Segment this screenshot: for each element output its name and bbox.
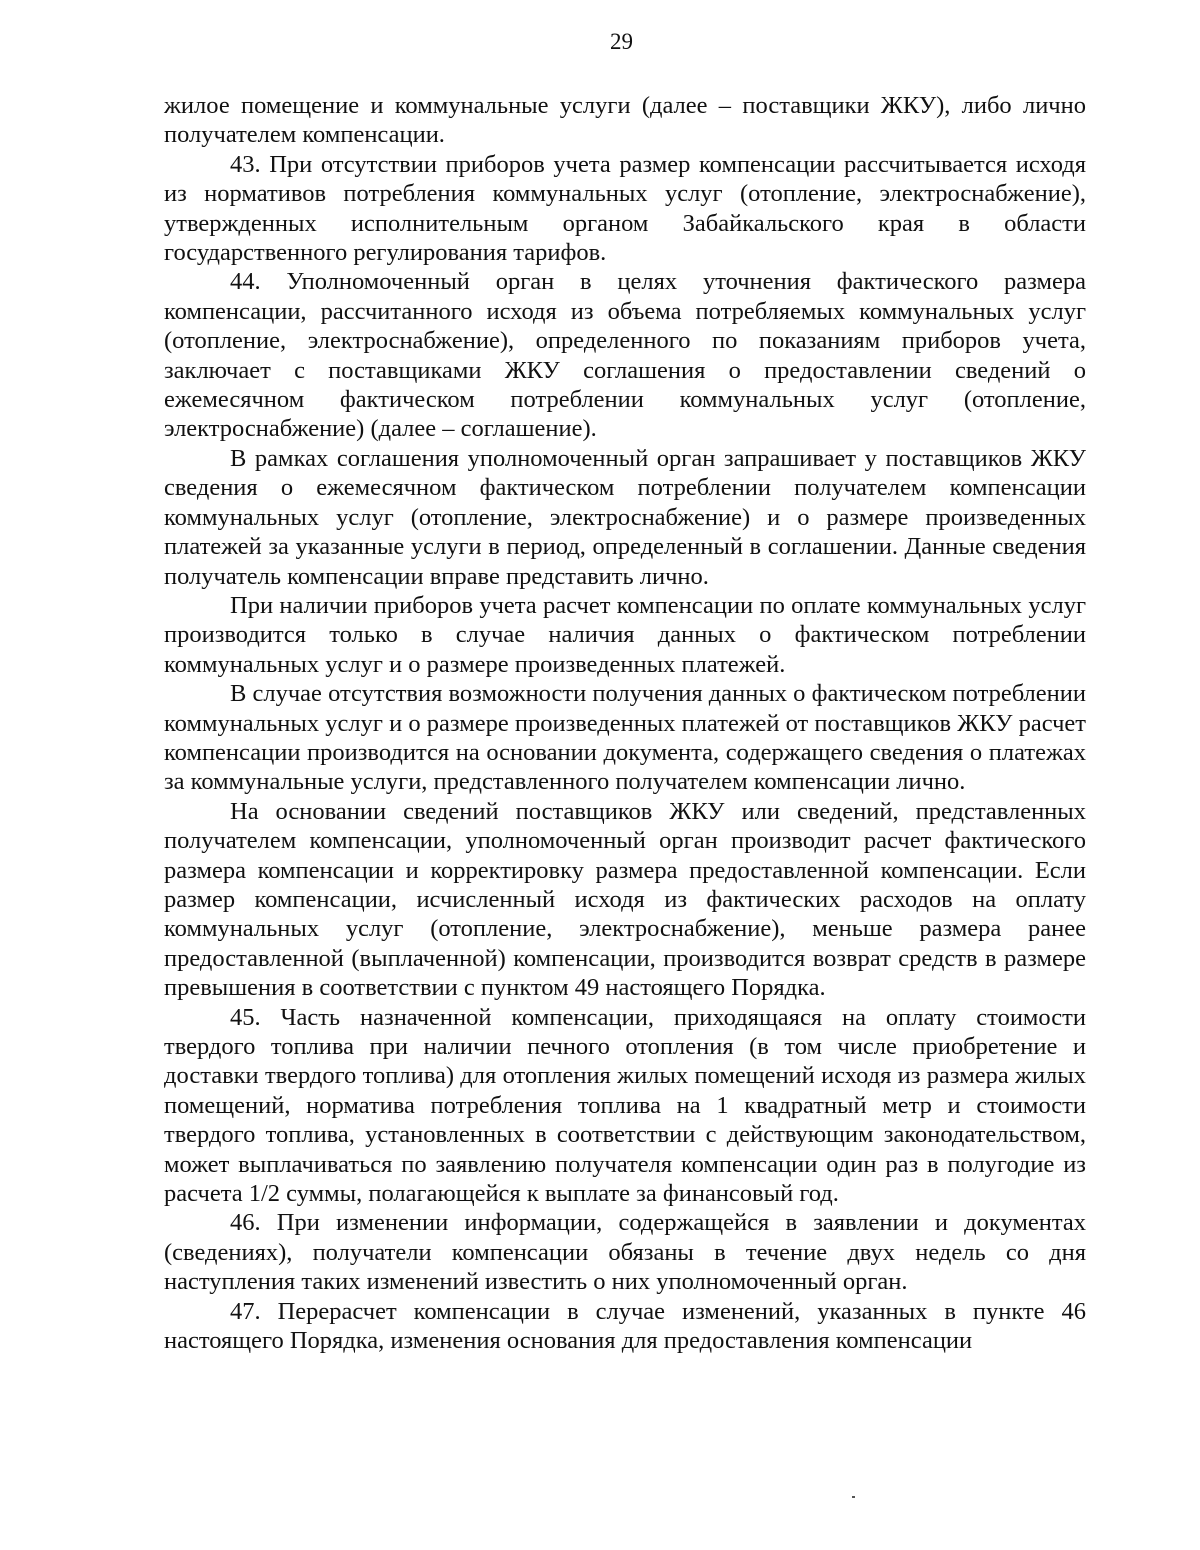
paragraph-44-meters-present: При наличии приборов учета расчет компенсации по оплате коммунальных услуг производится только в случае наличия данных о фактическом потреблении коммунальных услуг и о размере произведенных платежей. bbox=[164, 591, 1086, 678]
paragraph-46: 46. При изменении информации, содержащейся в заявлении и документах (сведениях), получатели компенсации обязаны в течение двух недель со дня наступления таких изменений известить о них уполномоченный орган. bbox=[164, 1209, 1086, 1296]
paragraph-43: 43. При отсутствии приборов учета размер компенсации рассчитывается исходя из нормативов потребления коммунальных услуг (отопление, электроснабжение), утвержденных исполнительным органом Забайкальского края в области государственного регулирования тарифов. bbox=[164, 150, 1086, 267]
paragraph-44-recalculation: На основании сведений поставщиков ЖКУ или сведений, представленных получателем компенсации, уполномоченный орган производит расчет фактического размера компенсации и корректировку размера предоставленной компенсации. Если размер компенсации, исчисленный исходя из фактических расходов на оплату коммунальных услуг (отопление, электроснабжение), меньше размера ранее предоставленной (выплаченной) компенсации, производится возврат средств в размере превышения в соответствии с пунктом 49 настоящего Порядка. bbox=[164, 797, 1086, 1002]
paragraph-45: 45. Часть назначенной компенсации, приходящаяся на оплату стоимости твердого топлива при наличии печного отопления (в том числе приобретение и доставки твердого топлива) для отопления жилых помещений исходя из размера жилых помещений, норматива потребления топлива на 1 квадратный метр и стоимости твердого топлива, установленных в соответствии с действующим законодательством, может выплачиваться по заявлению получателя компенсации один раз в полугодие из расчета 1/2 суммы, полагающейся к выплате за финансовый год. bbox=[164, 1003, 1086, 1208]
paragraph-44-agreement-request: В рамках соглашения уполномоченный орган запрашивает у поставщиков ЖКУ сведения о ежемесячном фактическом потреблении получателем компенсации коммунальных услуг (отопление, электроснабжение) и о размере произведенных платежей за указанные услуги в период, определенный в соглашении. Данные сведения получатель компенсации вправе представить лично. bbox=[164, 444, 1086, 590]
document-body bbox=[164, 91, 1086, 1355]
paragraph-44-no-data: В случае отсутствия возможности получения данных о фактическом потреблении коммунальных услуг и о размере произведенных платежей от поставщиков ЖКУ расчет компенсации производится на основании документа, содержащего сведения о платежах за коммунальные услуги, представленного получателем компенсации лично. bbox=[164, 680, 1086, 796]
page-number: 29 bbox=[610, 29, 633, 54]
paragraph-47: 47. Перерасчет компенсации в случае изменений, указанных в пункте 46 настоящего Порядка, изменения основания для предоставления компенсации bbox=[164, 1297, 1086, 1355]
paragraph-44: 44. Уполномоченный орган в целях уточнения фактического размера компенсации, рассчитанного исходя из объема потребляемых коммунальных услуг (отопление, электроснабжение), определенного по показаниям приборов учета, заключает с поставщиками ЖКУ соглашения о предоставлении сведений о ежемесячном фактическом потреблении коммунальных услуг (отопление, электроснабжение) (далее – соглашение). bbox=[164, 268, 1086, 443]
paragraph-continuation: жилое помещение и коммунальные услуги (далее – поставщики ЖКУ), либо лично получателем компенсации. bbox=[164, 92, 1086, 149]
scan-artifact bbox=[852, 1496, 855, 1498]
